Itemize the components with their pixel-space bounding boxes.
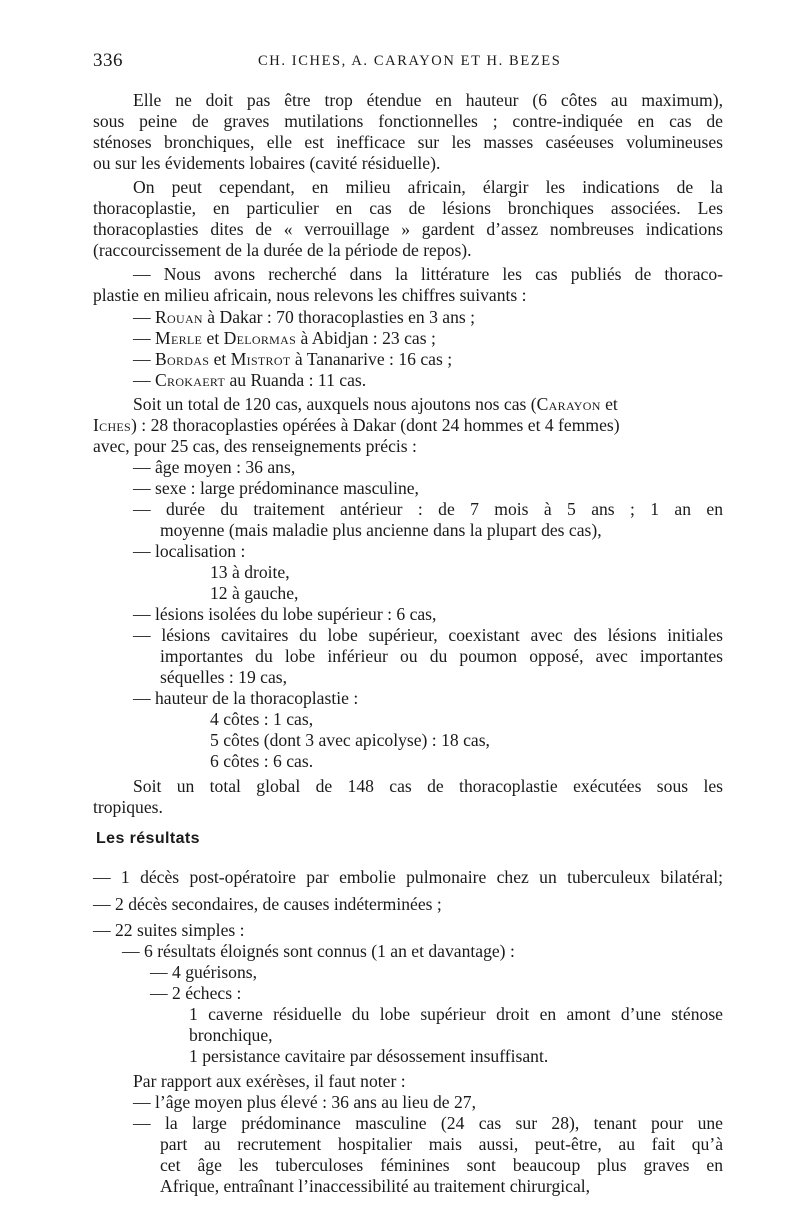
list-subitem: — 4 guérisons, (150, 962, 258, 982)
list-item: — lésions isolées du lobe supérieur : 6 cas, (133, 604, 437, 624)
text-line: Elle ne doit pas être trop étendue en hauteur (6 côtes au maximum), (133, 90, 723, 110)
reference-item: — Rouan à Dakar : 70 thoracoplasties en 3 ans ; (133, 307, 476, 327)
text-line: sténoses bronchiques, elle est inefficace sur les masses caséeuses volumineuses (93, 132, 723, 152)
list-item-continued: séquelles : 19 cas, (160, 667, 288, 687)
running-head: CH. ICHES, A. CARAYON ET H. BEZES (258, 53, 562, 69)
text-line: Soit un total de 120 cas, auxquels nous ajoutons nos cas (Carayon et (133, 394, 618, 414)
list-subitem: 1 caverne résiduelle du lobe supérieur droit en amont d’une sténose (189, 1004, 723, 1024)
list-item-continued: cet âge les tuberculoses féminines sont beaucoup plus graves en (160, 1155, 723, 1175)
reference-item: — Bordas et Mistrot à Tananarive : 16 cas ; (133, 349, 453, 369)
section-heading: Les résultats (96, 830, 200, 847)
list-subitem: — 6 résultats éloignés sont connus (1 an et davantage) : (122, 941, 515, 961)
reference-item: — Crokaert au Ruanda : 11 cas. (133, 370, 367, 390)
list-item: — l’âge moyen plus élevé : 36 ans au lieu de 27, (133, 1092, 476, 1112)
text-line: Iches) : 28 thoracoplasties opérées à Dakar (dont 24 hommes et 4 femmes) (93, 415, 620, 435)
author-name: Carayon (536, 394, 601, 414)
text-line: — Nous avons recherché dans la littérature les cas publiés de thoraco- (133, 264, 723, 284)
author-name: Merle (155, 328, 203, 348)
author-name: Bordas (155, 349, 210, 369)
list-subitem-continued: bronchique, (189, 1025, 273, 1045)
list-subitem: 6 côtes : 6 cas. (210, 751, 314, 771)
text-line: thoracoplastie, en particulier en cas de lésions bronchiques associées. Les (93, 198, 723, 218)
text-line: thoracoplasties dites de « verrouillage » gardent d’assez nombreuses indications (93, 219, 723, 239)
list-item-continued: importantes du lobe inférieur ou du poumon opposé, avec importantes (160, 646, 723, 666)
page-number: 336 (93, 50, 123, 71)
list-subitem: 4 côtes : 1 cas, (210, 709, 314, 729)
author-name: Rouan (155, 307, 203, 327)
list-subitem: 13 à droite, (210, 562, 290, 582)
list-item-continued: moyenne (mais maladie plus ancienne dans la plupart des cas), (160, 520, 602, 540)
list-item: — 2 décès secondaires, de causes indéterminées ; (93, 894, 442, 914)
author-name: Delormas (223, 328, 297, 348)
reference-item: — Merle et Delormas à Abidjan : 23 cas ; (133, 328, 436, 348)
text-line: On peut cependant, en milieu africain, élargir les indications de la (133, 177, 723, 197)
list-subitem: 1 persistance cavitaire par désossement insuffisant. (189, 1046, 549, 1066)
list-item: — durée du traitement antérieur : de 7 mois à 5 ans ; 1 an en (133, 499, 723, 519)
text-line: (raccourcissement de la durée de la période de repos). (93, 240, 472, 260)
list-subitem: 12 à gauche, (210, 583, 299, 603)
list-item: — 1 décès post-opératoire par embolie pulmonaire chez un tuberculeux bilatéral; (93, 867, 723, 887)
list-item: — 22 suites simples : (93, 920, 245, 940)
list-item: — localisation : (133, 541, 246, 561)
text-line: Par rapport aux exérèses, il faut noter : (133, 1071, 406, 1091)
list-item: — sexe : large prédominance masculine, (133, 478, 419, 498)
list-item: — âge moyen : 36 ans, (133, 457, 296, 477)
page-header (93, 50, 723, 76)
list-subitem: — 2 échecs : (150, 983, 242, 1003)
list-item-continued: Afrique, entraînant l’inaccessibilité au traitement chirurgical, (160, 1176, 591, 1196)
author-name: Mistrot (230, 349, 291, 369)
text-line: Soit un total global de 148 cas de thoracoplastie exécutées sous les (133, 776, 723, 796)
author-name: Crokaert (155, 370, 226, 390)
text-line: sous peine de graves mutilations fonctionnelles ; contre-indiquée en cas de (93, 111, 723, 131)
list-item: — hauteur de la thoracoplastie : (133, 688, 359, 708)
list-item: — la large prédominance masculine (24 cas sur 28), tenant pour une (133, 1113, 723, 1133)
list-item: — lésions cavitaires du lobe supérieur, coexistant avec des lésions initiales (133, 625, 723, 645)
list-item-continued: part au recrutement hospitalier mais aussi, peut-être, au fait qu’à (160, 1134, 723, 1154)
text-line: avec, pour 25 cas, des renseignements précis : (93, 436, 417, 456)
text-line: plastie en milieu africain, nous relevons les chiffres suivants : (93, 285, 527, 305)
text-line: tropiques. (93, 797, 163, 817)
text-line: ou sur les évidements lobaires (cavité résiduelle). (93, 153, 441, 173)
author-name: Iches (93, 415, 132, 435)
list-subitem: 5 côtes (dont 3 avec apicolyse) : 18 cas, (210, 730, 490, 750)
